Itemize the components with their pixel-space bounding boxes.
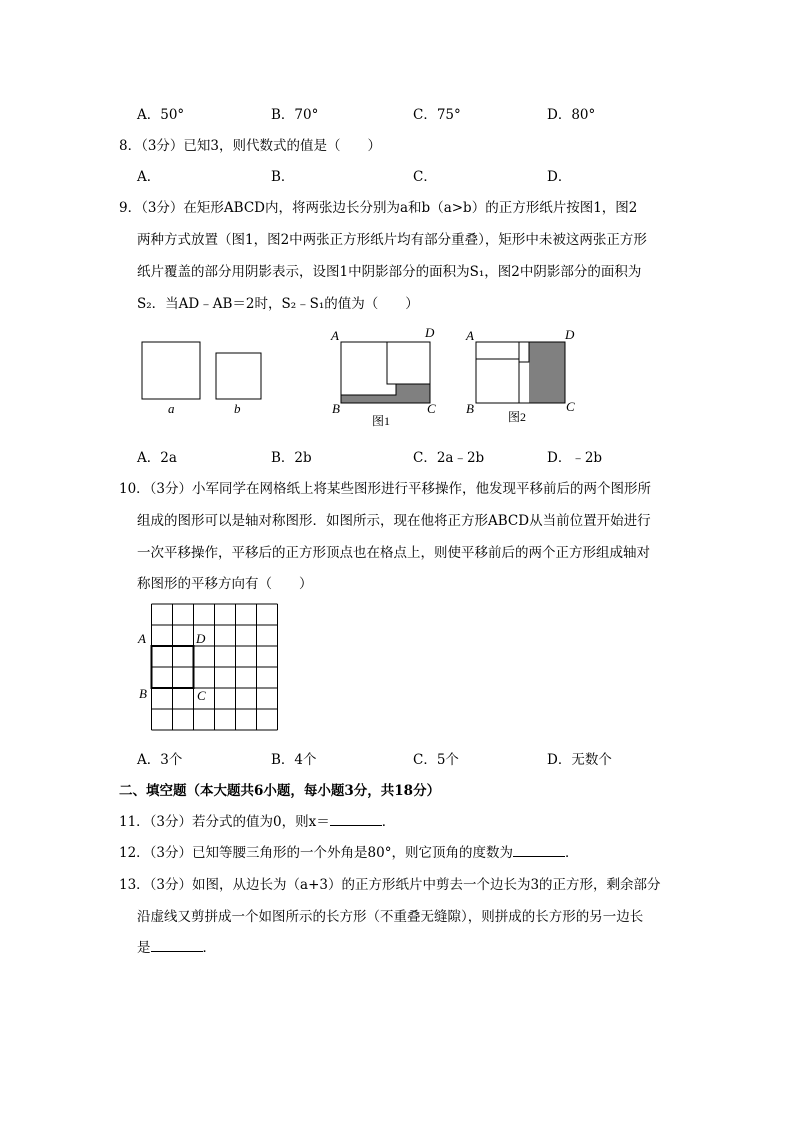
q9-option-c: C．2a﹣2b xyxy=(413,450,485,466)
q9-stem-line3: 纸片覆盖的部分用阴影表示，设图1中阴影部分的面积为S₁，图2中阴影部分的面积为 xyxy=(137,264,642,280)
question-12 xyxy=(119,841,578,861)
q10-stem-line1: 10．（3分）小军同学在网格纸上将某些图形进行平移操作，他发现平移前后的两个图形所 xyxy=(119,481,652,497)
q9-option-b: B．2b xyxy=(271,450,312,466)
q11-end: ． xyxy=(381,814,396,830)
grid-label-B: B xyxy=(139,686,147,701)
q13-stem-line3 xyxy=(137,936,216,956)
q8-option-a: A． xyxy=(137,169,161,185)
q11-text: 11．（3分）若分式的值为0，则x＝ xyxy=(119,814,330,830)
q13-stem-line2: 沿虚线又剪拼成一个如图所示的长方形（不重叠无缝隙），则拼成的长方形的另一边长 xyxy=(137,909,644,925)
q7-option-b: B．70° xyxy=(271,107,319,123)
q12-text: 12．（3分）已知等腰三角形的一个外角是80°，则它顶角的度数为 xyxy=(119,845,513,861)
q9-stem-line4: S₂．当AD﹣AB＝2时，S₂﹣S₁的值为（ ） xyxy=(137,296,419,312)
q8-option-c: C． xyxy=(413,169,437,185)
q10-stem-line2: 组成的图形可以是轴对称图形．如图所示，现在他将正方形ABCD从当前位置开始进行 xyxy=(137,513,651,529)
q10-stem-line4: 称图形的平移方向有（ ） xyxy=(137,576,313,592)
question-11 xyxy=(119,810,395,830)
grid-lines xyxy=(152,604,278,730)
figure-1 xyxy=(330,325,436,428)
grid-label-D: D xyxy=(196,631,206,646)
fig1-label-C: C xyxy=(427,401,436,416)
q7-option-c: C．75° xyxy=(413,107,461,123)
q8-option-b: B． xyxy=(271,169,295,185)
fig1-label-A: A xyxy=(331,328,339,343)
fig2-caption: 图2 xyxy=(508,410,527,424)
q10-option-c: C．5个 xyxy=(413,752,459,768)
label-a: a xyxy=(168,401,175,416)
q10-stem-line3: 一次平移操作，平移后的正方形顶点也在格点上，则使平移前后的两个正方形组成轴对 xyxy=(137,545,650,561)
q12-answer-blank[interactable] xyxy=(513,842,565,857)
q9-option-a: A．2a xyxy=(137,450,177,466)
fig2-label-A: A xyxy=(466,328,474,343)
q7-option-d: D．80° xyxy=(547,107,596,123)
q9-stem-line1: 9．（3分）在矩形ABCD内，将两张边长分别为a和b（a>b）的正方形纸片按图1，图2 xyxy=(119,200,638,216)
q13-answer-blank[interactable] xyxy=(151,937,203,952)
q10-option-d: D．无数个 xyxy=(547,752,612,768)
q13-end: ． xyxy=(202,940,216,956)
figure-2 xyxy=(465,327,575,424)
square-b xyxy=(216,353,261,399)
q9-option-d: D．﹣2b xyxy=(547,450,603,466)
fig2-label-B: B xyxy=(466,401,474,416)
section-2-title: 二、填空题（本大题共6小题，每小题3分，共18分） xyxy=(119,783,441,799)
q11-answer-blank[interactable] xyxy=(330,811,382,826)
q13-line3-text: 是 xyxy=(137,940,151,956)
fig1-caption: 图1 xyxy=(372,414,391,428)
fig2-label-C: C xyxy=(566,399,575,414)
q9-stem-line2: 两种方式放置（图1，图2中两张正方形纸片均有部分重叠），矩形中未被这两张正方形 xyxy=(137,232,647,248)
fig2-label-D: D xyxy=(565,327,575,342)
q10-option-a: A．3个 xyxy=(137,752,183,768)
q12-end: ． xyxy=(564,845,579,861)
q10-grid-figure xyxy=(130,598,290,738)
q13-stem-line1: 13．（3分）如图，从边长为（a+3）的正方形纸片中剪去一个边长为3的正方形，剩余部分 xyxy=(119,877,661,893)
fig1-label-B: B xyxy=(332,401,340,416)
grid-label-A: A xyxy=(138,631,146,646)
grid-label-C: C xyxy=(197,688,206,703)
q7-option-a: A．50° xyxy=(137,107,185,123)
label-b: b xyxy=(234,401,241,416)
square-a xyxy=(142,342,200,399)
q9-figures xyxy=(130,322,590,432)
fig2-shade xyxy=(529,342,565,403)
fig1-label-D: D xyxy=(425,325,435,340)
q8-option-d: D． xyxy=(547,169,572,185)
q10-option-b: B．4个 xyxy=(271,752,317,768)
q8-stem: 8．（3分）已知3，则代数式的值是（ ） xyxy=(119,138,382,154)
